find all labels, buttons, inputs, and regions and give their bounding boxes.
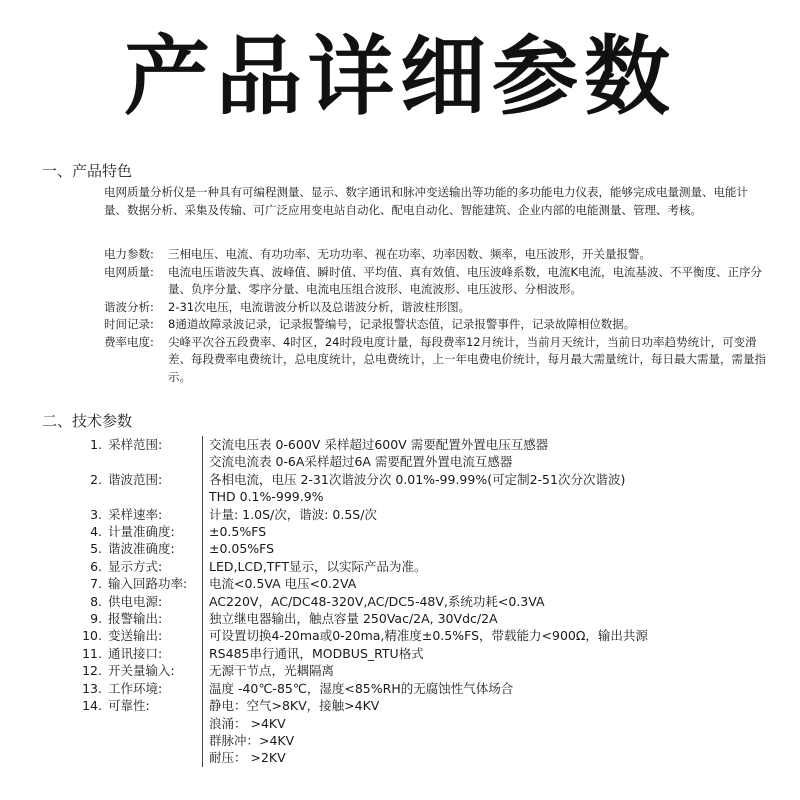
- spec-label: 开关量输入:: [108, 663, 175, 679]
- spec-label: 变送输出:: [108, 628, 163, 644]
- spec-number: 6.: [90, 558, 102, 574]
- spec-label: 显示方式:: [108, 558, 163, 574]
- spec-value-line: 交流电压表 0-600V 采样超过600V 需要配置外置电压互感器: [209, 437, 549, 452]
- spec-row: [72, 575, 772, 592]
- spec-value-line: 计量: 1.0S/次，谐波: 0.5S/次: [209, 506, 377, 522]
- spec-label: 供电电源:: [108, 593, 163, 609]
- spec-values: [202, 627, 772, 644]
- spec-number: 2.: [90, 471, 102, 487]
- spec-value-line: AC220V，AC/DC48-320V,AC/DC5-48V,系统功耗<0.3VA: [209, 593, 545, 609]
- spec-value-line: ±0.05%FS: [209, 541, 275, 557]
- feature-label: 电力参数:: [104, 247, 154, 261]
- spec-row: [72, 680, 772, 697]
- spec-value-line: RS485串行通讯，MODBUS_RTU格式: [209, 645, 424, 661]
- feature-text: 电流电压谐波失真、波峰值、瞬时值、平均值、真有效值、电压波峰系数，电流K电流，电流基波、不平衡度、正序分量、负序分量、零序分量、电流电压组合波形、电流波形、电压波形、分相波形。: [168, 264, 763, 296]
- spec-row: [72, 610, 772, 627]
- spec-label: 通讯接口:: [108, 645, 163, 661]
- spec-list: [72, 436, 772, 767]
- feature-text: 8通道故障录波记录，记录报警编号，记录报警状态值，记录报警事件，记录故障相位数据。: [168, 317, 636, 331]
- page-title: 产品详细参数: [124, 27, 676, 127]
- spec-label: 报警输出:: [108, 611, 163, 627]
- spec-number: 1.: [90, 437, 102, 452]
- spec-label: 工作环境:: [108, 680, 163, 696]
- spec-value-line: 无源干节点，光耦隔离: [209, 663, 335, 679]
- feature-label: 电网质量:: [104, 264, 154, 279]
- feature-label: 时间记录:: [104, 317, 154, 331]
- feature-text: 2-31次电压，电流谐波分析以及总谐波分析，谐波柱形图。: [168, 299, 471, 314]
- feature-label: 谐波分析:: [104, 299, 154, 314]
- spec-values: [202, 593, 772, 610]
- spec-value-line: LED,LCD,TFT显示，以实际产品为准。: [209, 558, 427, 574]
- feature-list: [104, 246, 770, 386]
- spec-label: 采样速率:: [108, 506, 163, 522]
- spec-row: [72, 471, 772, 506]
- spec-number: 3.: [90, 506, 102, 522]
- feature-text: 三相电压、电流、有功功率、无功功率、视在功率、功率因数、频率，电压波形，开关量报警。: [168, 247, 651, 261]
- section-heading-features: 一、产品特色: [42, 162, 133, 180]
- spec-number: 12.: [82, 663, 102, 679]
- spec-value-line: 静电：空气>8KV，接触>4KV: [209, 698, 380, 714]
- spec-row: [72, 558, 772, 575]
- feature-row: [104, 316, 770, 334]
- spec-value-line: 电流<0.5VA 电压<0.2VA: [209, 576, 357, 592]
- spec-number: 13.: [82, 680, 102, 696]
- spec-value-line: 交流电流表 0-6A采样超过6A 需要配置外置电流互感器: [209, 454, 513, 470]
- spec-row: [72, 506, 772, 523]
- spec-values: [202, 523, 772, 540]
- feature-row: [104, 246, 770, 264]
- feature-text: 尖峰平次谷五段费率、4时区，24时段电度计量，每段费率12月统计，当前月天统计，当前日功率趋势统计，可变滑差、每段费率电费统计，总电度统计，总电费统计，上一年电费电价统计，每月最大需量统计，每日最大需量，需量指示。: [168, 334, 766, 384]
- spec-value-line: 温度 -40℃-85℃，湿度<85%RH的无腐蚀性气体场合: [209, 680, 514, 696]
- spec-row: [72, 523, 772, 540]
- spec-values: [202, 697, 772, 767]
- feature-row: [104, 264, 770, 299]
- spec-value-line: 群脉冲：>4KV: [209, 732, 295, 748]
- spec-values: [202, 436, 772, 471]
- spec-value-line: 各相电流，电压 2-31次谐波分次 0.01%-99.99%(可定制2-51次分次谐波): [209, 471, 626, 487]
- spec-row: [72, 697, 772, 767]
- feature-row: [104, 299, 770, 317]
- spec-label: 计量准确度:: [108, 524, 175, 540]
- spec-number: 5.: [90, 541, 102, 557]
- intro-paragraph: 电网质量分析仪是一种具有可编程测量、显示、数字通讯和脉冲变送输出等功能的多功能电力仪表，能够完成电量测量、电能计量、数据分析、采集及传输、可广泛应用变电站自动化、配电自动化、智能建筑、企业内部的电能测量、管理、考核。: [104, 185, 748, 217]
- spec-values: [202, 506, 772, 523]
- spec-values: [202, 680, 772, 697]
- spec-value-line: 可设置切换4-20ma或0-20ma,精准度±0.5%FS，带载能力<900Ω，输出共源: [209, 628, 648, 644]
- spec-row: [72, 436, 772, 471]
- spec-row: [72, 593, 772, 610]
- spec-value-line: 独立继电器输出，触点容量 250Vac/2A, 30Vdc/2A: [209, 611, 498, 627]
- section-heading-specs: 二、技术参数: [42, 412, 133, 430]
- spec-row: [72, 645, 772, 662]
- spec-label: 可靠性:: [108, 698, 150, 714]
- spec-value-line: 耐压： >2KV: [209, 750, 286, 766]
- spec-number: 11.: [82, 645, 102, 661]
- spec-values: [202, 610, 772, 627]
- spec-number: 10.: [82, 628, 102, 644]
- spec-label: 谐波准确度:: [108, 541, 175, 557]
- spec-values: [202, 575, 772, 592]
- feature-row: [104, 334, 770, 387]
- spec-label: 输入回路功率:: [108, 576, 188, 592]
- spec-number: 8.: [90, 593, 102, 609]
- spec-label: 谐波范围:: [108, 471, 163, 487]
- spec-row: [72, 540, 772, 557]
- feature-label: 费率电度:: [104, 334, 154, 349]
- spec-values: [202, 662, 772, 679]
- spec-value-line: 浪涌： >4KV: [209, 715, 286, 731]
- spec-label: 采样范围:: [108, 437, 163, 452]
- spec-value-line: THD 0.1%-999.9%: [209, 489, 324, 505]
- spec-values: [202, 540, 772, 557]
- spec-row: [72, 662, 772, 679]
- spec-value-line: ±0.5%FS: [209, 524, 267, 540]
- spec-number: 14.: [82, 698, 102, 714]
- spec-row: [72, 627, 772, 644]
- spec-values: [202, 558, 772, 575]
- spec-values: [202, 645, 772, 662]
- spec-number: 4.: [90, 524, 102, 540]
- spec-values: [202, 471, 772, 506]
- spec-number: 7.: [90, 576, 102, 592]
- spec-number: 9.: [90, 611, 102, 627]
